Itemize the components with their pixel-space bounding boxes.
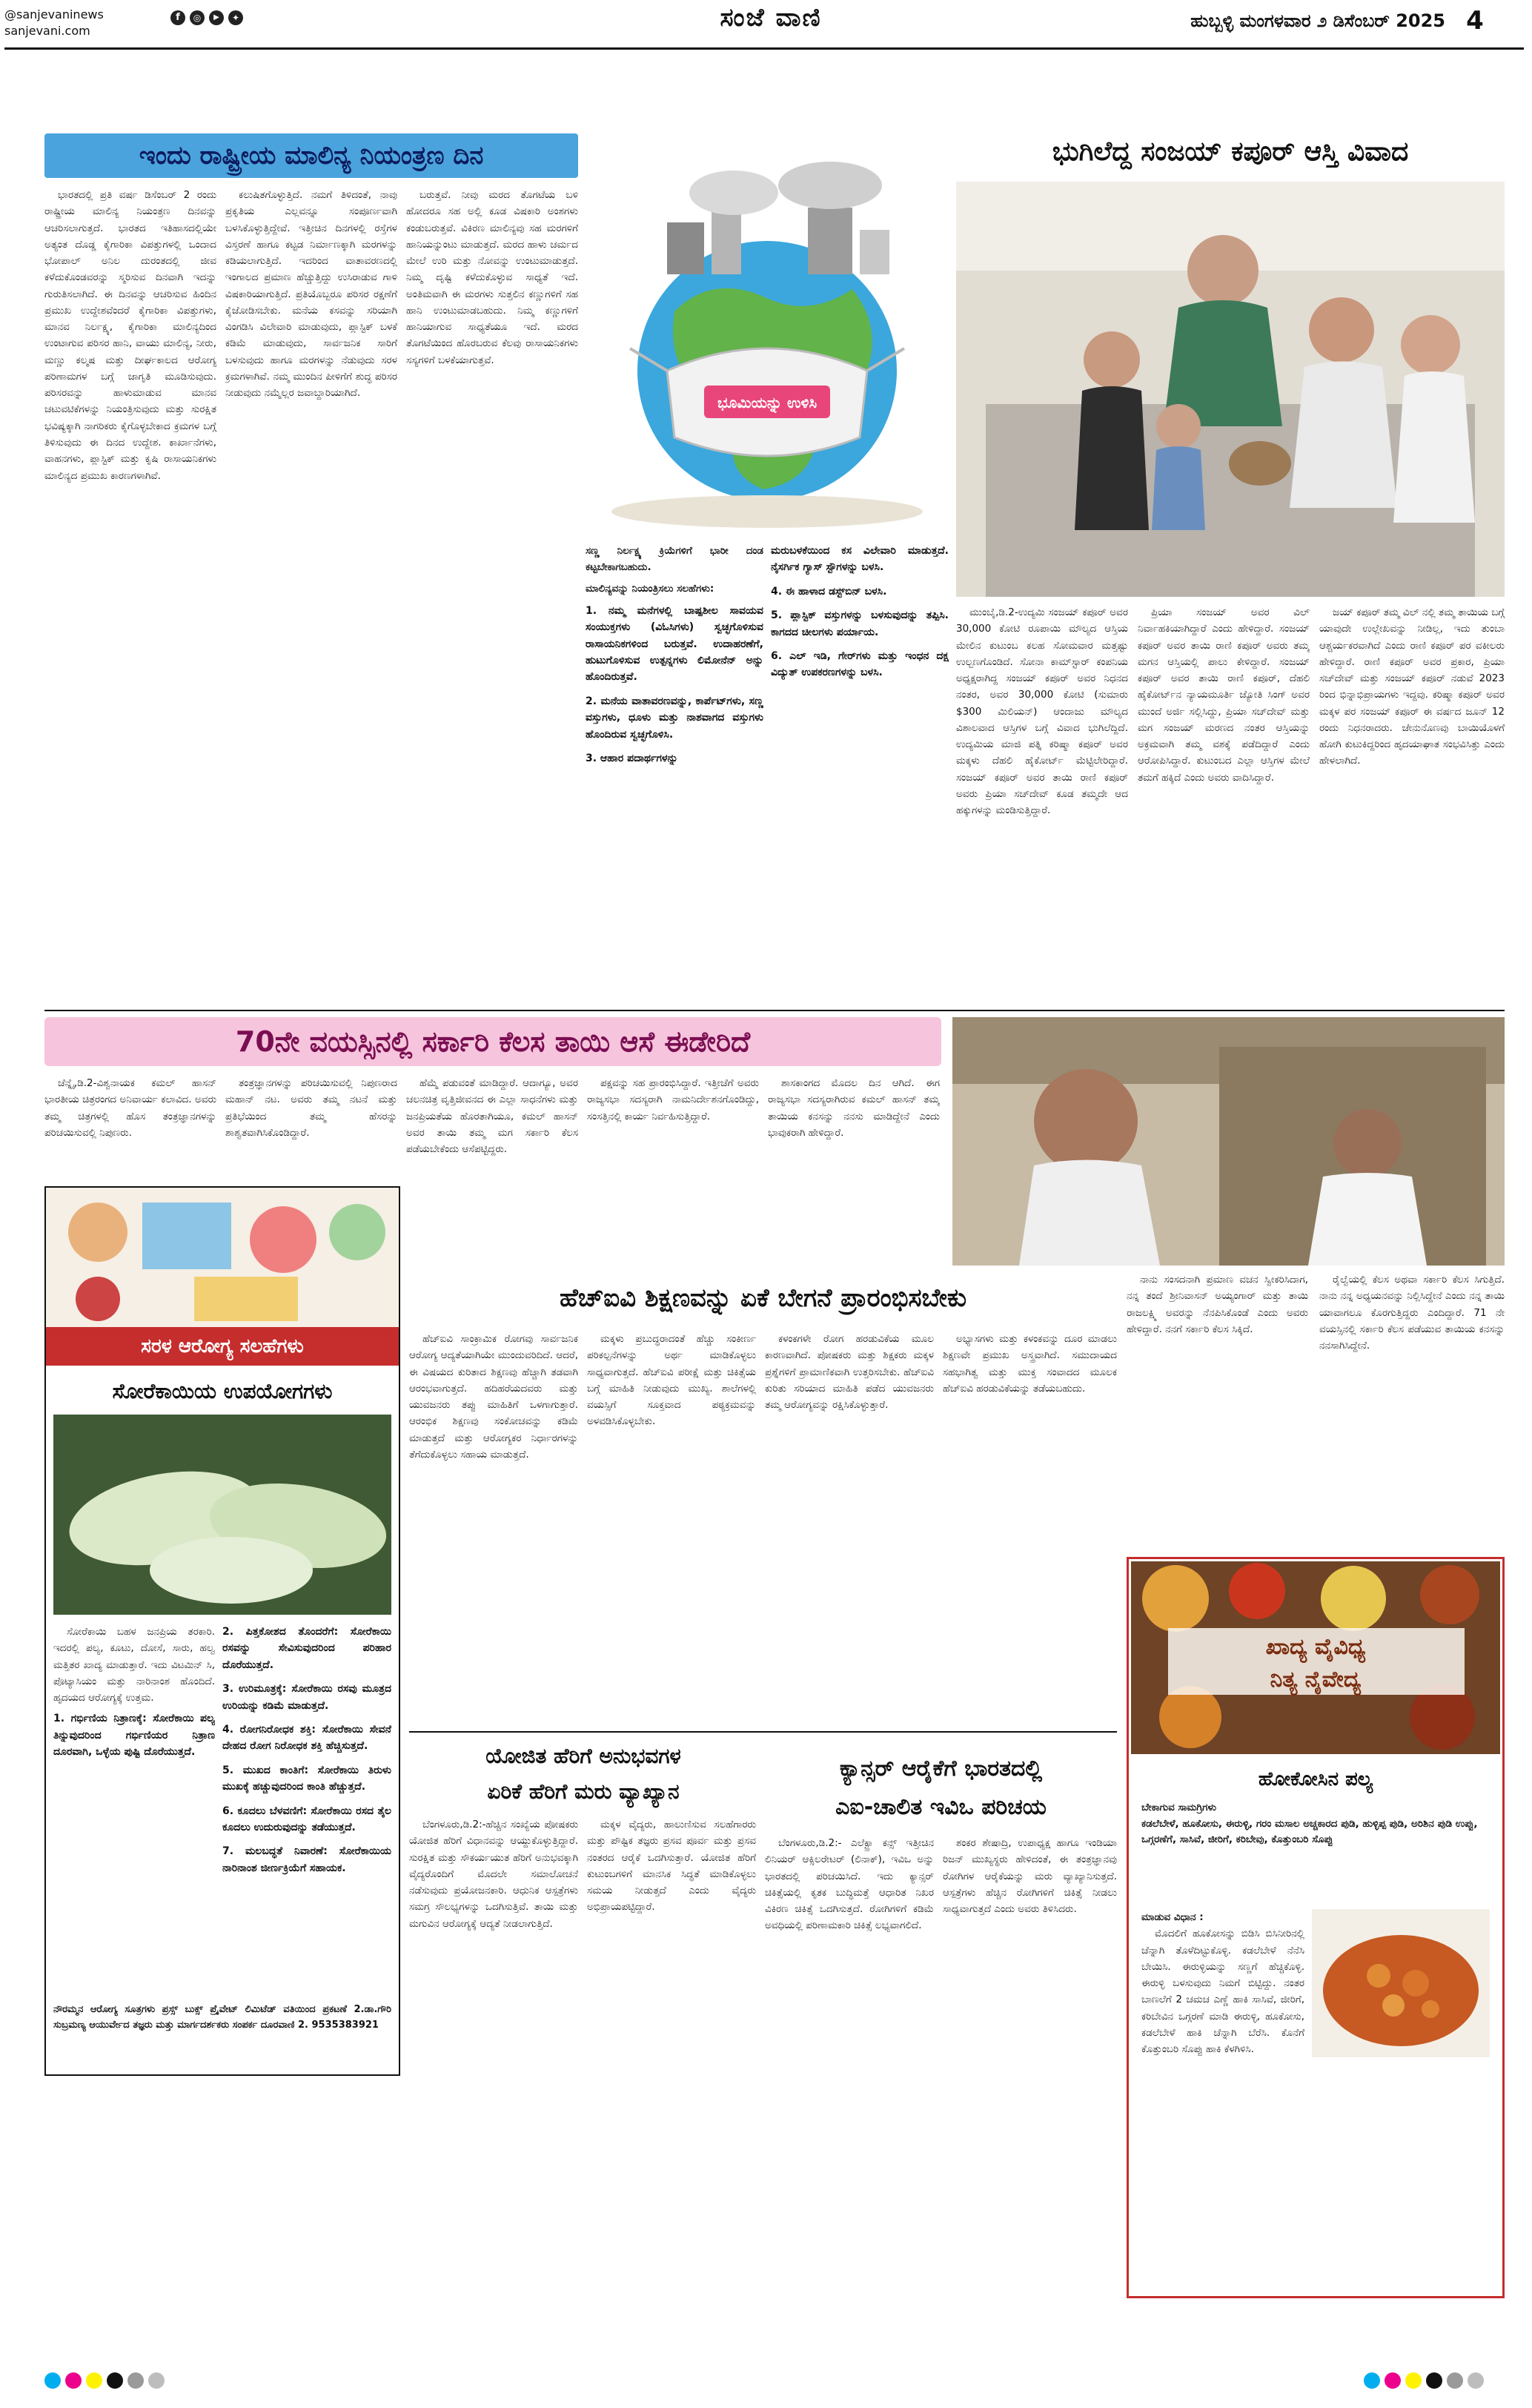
tip-item: 4. ಈ ಹಾಳಾದ ಡಸ್ಟ್‌ಬಿನ್ ಬಳಸಿ. — [771, 585, 887, 598]
masthead-title: ಸಂಜೆ ವಾಣಿ — [720, 3, 822, 33]
recipe-ingredients — [1141, 1800, 1490, 1904]
health-item: 1. ಗರ್ಭಿಣಿಯ ನಿತ್ರಾಣಕ್ಕೆ: ಸೋರೆಕಾಯಿ ಪಲ್ಯ ತಿನ್ನುವುದರಿಂದ ಗರ್ಭಿಣಿಯರ ನಿತ್ರಾಣ ದೂರವಾಗಿ, ಒಳ್ಳೆಯ ಪುಷ್ಟಿ ದೊರೆಯುತ್ತದೆ. — [53, 1713, 215, 1759]
tips-intro: ಸಣ್ಣ ನಿರ್ಲಕ್ಷ್ಯ ಕ್ರಿಯೆಗಳಿಗೆ ಭಾರೀ ದಂಡ ಕಟ್ಟಬೇಕಾಗಬಹುದು. — [586, 545, 763, 574]
dateline: ಹುಬ್ಬಳ್ಳಿ ಮಂಗಳವಾರ ೨ ಡಿಸೆಂಬರ್ 2025 — [1190, 10, 1445, 31]
registration-dot — [107, 2372, 123, 2389]
tip-item: 3. ಆಹಾರ ಪದಾರ್ಥಗಳನ್ನು — [586, 752, 678, 764]
story5-column-2: ಮಕ್ಕಳ ವೈದ್ಯರು, ಹಾಲುಣಿಸುವ ಸಲಹೆಗಾರರು ಮತ್ತು ಪೌಷ್ಟಿಕ ತಜ್ಞರು ಪ್ರಸವ ಪೂರ್ವ ಮತ್ತು ಪ್ರಸವ ನಂತರದ ಆರೈಕೆ ಒದಗಿಸುತ್ತಾರೆ. ಯೋಜಿತ ಹೆರಿಗೆ ಕುಟುಂಬಗಳಿಗೆ ಮಾನಸಿಕ ಸಿದ್ಧತೆ ಮಾಡಿಕೊಳ್ಳಲು ಸಮಯ ನೀಡುತ್ತದೆ ಎಂದು ವೈದ್ಯರು ಅಭಿಪ್ರಾಯಪಟ್ಟಿದ್ದಾರೆ. — [587, 1819, 756, 1914]
health-column-left — [53, 1624, 215, 1994]
registration-dot — [127, 2372, 144, 2389]
story3-headline: 70ನೇ ವಯಸ್ಸಿನಲ್ಲಿ ಸರ್ಕಾರಿ ಕೆಲಸ ತಾಯಿ ಆಸೆ ಈಡೇರಿದೆ — [44, 1017, 941, 1066]
bottle-gourd-photo — [53, 1415, 391, 1615]
story4-column-1: ಹೆಚ್ಐವಿ ಸಾಂಕ್ರಾಮಿಕ ರೋಗವು ಸಾರ್ವಜನಿಕ ಆರೋಗ್ಯ ಆದ್ಯತೆಯಾಗಿಯೇ ಮುಂದುವರಿದಿದೆ. ಆದರೆ, ಈ ವಿಷಯದ ಕುರಿತಾದ ಶಿಕ್ಷಣವು ಹೆಚ್ಚಾಗಿ ತಡವಾಗಿ ಆರಂಭವಾಗುತ್ತದೆ. ಹದಿಹರೆಯದವರು ಮತ್ತು ಯುವಜನರು ತಪ್ಪು ಮಾಹಿತಿಗೆ ಒಳಗಾಗುತ್ತಾರೆ. ಆರಂಭಿಕ ಶಿಕ್ಷಣವು ಸಂಕೋಚವನ್ನು ಕಡಿಮೆ ಮಾಡುತ್ತದೆ ಮತ್ತು ಆರೋಗ್ಯಕರ ನಿರ್ಧಾರಗಳನ್ನು ತೆಗೆದುಕೊಳ್ಳಲು ಸಹಾಯ ಮಾಡುತ್ತದೆ. — [409, 1333, 578, 1461]
story4-column-4: ಅಭ್ಯಾಸಗಳು ಮತ್ತು ಕಳಂಕವನ್ನು ದೂರ ಮಾಡಲು ಶಿಕ್ಷಣವೇ ಪ್ರಮುಖ ಅಸ್ತ್ರವಾಗಿದೆ. ಸಮುದಾಯದ ಸಹಭಾಗಿತ್ವ ಮತ್ತು ಮುಕ್ತ ಸಂವಾದದ ಮೂಲಕ ಹೆಚ್ಐವಿ ಹರಡುವಿಕೆಯನ್ನು ತಡೆಯಬಹುದು. — [943, 1333, 1117, 1395]
health-column-right — [222, 1624, 391, 1994]
registration-dot — [1385, 2372, 1401, 2389]
registration-dot — [1447, 2372, 1463, 2389]
health-banner-text: ಸರಳ ಆರೋಗ್ಯ ಸಲಹೆಗಳು — [46, 1327, 399, 1366]
story2-column-1: ಮುಂಬೈ,ಡಿ.2-ಉದ್ಯಮಿ ಸಂಜಯ್ ಕಪೂರ್ ಅವರ 30,000 ಕೋಟಿ ರೂಪಾಯಿ ಮೌಲ್ಯದ ಆಸ್ತಿಯ ಮೇಲಿನ ಕುಟುಂಬ ಕಲಹ ಸೋಮವಾರ ಮತ್ತಷ್ಟು ಉಲ್ಬಣಗೊಂಡಿದೆ. ಸೋನಾ ಕಾಮ್‌ಸ್ಟಾರ್ ಕಂಪನಿಯ ಅಧ್ಯಕ್ಷರಾಗಿದ್ದ ಸಂಜಯ್ ಕಪೂರ್ ಅವರ ನಿಧನದ ನಂತರ, ಅವರ 30,000 ಕೋಟಿ (ಸುಮಾರು $300 ಮಿಲಿಯನ್) ಆಂದಾಜು ಮೌಲ್ಯದ ವಿಶಾಲವಾದ ಆಸ್ತಿಗಳ ಬಗ್ಗೆ ವಿವಾದ ಭುಗಿಲೆದ್ದಿದೆ. ಉದ್ಯಮಿಯ ಮಾಜಿ ಪತ್ನಿ ಕರಿಷ್ಮಾ ಕಪೂರ್ ಅವರ ಮಕ್ಕಳು ದೆಹಲಿ ಹೈಕೋರ್ಟ್ ಮೆಟ್ಟಿಲೇರಿದ್ದಾರೆ. ಸಂಜಯ್ ಕಪೂರ್ ಅವರ ತಾಯಿ ರಾಣಿ ಕಪೂರ್ ಅವರು ಪ್ರಿಯಾ ಸಚ್‌ದೇವ್ ಕೂಡ ತಮ್ಮದೇ ಆದ ಹಕ್ಕುಗಳನ್ನು ಮಂಡಿಸುತ್ತಿದ್ದಾರೆ. — [956, 606, 1128, 817]
print-marks-left — [44, 2372, 169, 2389]
story1-column-2: ಕಲುಷಿತಗೊಳ್ಳುತ್ತಿದೆ. ನಮಗೆ ತಿಳಿದಂತೆ, ನಾವು ಪ್ರಕೃತಿಯ ಎಲ್ಲವನ್ನೂ ಸಂಪೂರ್ಣವಾಗಿ ಬಳಸಿಕೊಳ್ಳುತ್ತಿದ್ದೇವೆ. ಇತ್ತೀಚಿನ ದಿನಗಳಲ್ಲಿ ರಸ್ತೆಗಳ ವಿಸ್ತರಣೆ ಹಾಗೂ ಕಟ್ಟಡ ನಿರ್ಮಾಣಕ್ಕಾಗಿ ಮರಗಳನ್ನು ಕಡಿಯಲಾಗುತ್ತಿದೆ. ಇದರಿಂದ ವಾತಾವರಣದಲ್ಲಿ ಇಂಗಾಲದ ಪ್ರಮಾಣ ಹೆಚ್ಚುತ್ತಿದ್ದು ಉಸಿರಾಡುವ ಗಾಳಿ ವಿಷಕಾರಿಯಾಗುತ್ತಿದೆ. ಪ್ರತಿಯೊಬ್ಬರೂ ಪರಿಸರ ರಕ್ಷಣೆಗೆ ಕೈಜೋಡಿಸಬೇಕು. ಮನೆಯ ಕಸವನ್ನು ಸರಿಯಾಗಿ ವಿಂಗಡಿಸಿ ವಿಲೇವಾರಿ ಮಾಡುವುದು, ಪ್ಲಾಸ್ಟಿಕ್ ಬಳಕೆ ಕಡಿಮೆ ಮಾಡುವುದು, ಸಾರ್ವಜನಿಕ ಸಾರಿಗೆ ಬಳಸುವುದು ಹಾಗೂ ಮರಗಳನ್ನು ನೆಡುವುದು ಸರಳ ಕ್ರಮಗಳಾಗಿವೆ. ನಮ್ಮ ಮುಂದಿನ ಪೀಳಿಗೆಗೆ ಶುದ್ಧ ಪರಿಸರ ನೀಡುವುದು ನಮ್ಮೆಲ್ಲರ ಜವಾಬ್ದಾರಿಯಾಗಿದೆ. — [225, 189, 397, 400]
recipe-banner-line2: ನಿತ್ಯ ನೈವೇದ್ಯ — [1270, 1667, 1362, 1693]
story1-tips-left — [586, 543, 763, 1002]
registration-dot — [1468, 2372, 1484, 2389]
story1-column-1: ಭಾರತದಲ್ಲಿ ಪ್ರತಿ ವರ್ಷ ಡಿಸೆಂಬರ್ 2 ರಂದು ರಾಷ್ಟ್ರೀಯ ಮಾಲಿನ್ಯ ನಿಯಂತ್ರಣ ದಿನವನ್ನು ಆಚರಿಸಲಾಗುತ್ತದೆ. ಭಾರತದ ಇತಿಹಾಸದಲ್ಲಿಯೇ ಅತ್ಯಂತ ದೊಡ್ಡ ಕೈಗಾರಿಕಾ ವಿಪತ್ತುಗಳಲ್ಲಿ ಒಂದಾದ ಭೋಪಾಲ್ ಅನಿಲ ದುರಂತದಲ್ಲಿ ಜೀವ ಕಳೆದುಕೊಂಡವರನ್ನು ಸ್ಮರಿಸುವ ದಿನವಾಗಿ ಇದನ್ನು ಗುರುತಿಸಲಾಗಿದೆ. ಈ ದಿನವನ್ನು ಆಚರಿಸುವ ಹಿಂದಿನ ಪ್ರಮುಖ ಉದ್ದೇಶವೆಂದರೆ ಕೈಗಾರಿಕಾ ವಿಪತ್ತುಗಳು, ಮಾನವ ನಿರ್ಲಕ್ಷ್ಯ, ಕೈಗಾರಿಕಾ ಮಾಲಿನ್ಯದಿಂದ ಉಂಟಾಗುವ ಪರಿಸರ ಹಾನಿ, ವಾಯು ಮಾಲಿನ್ಯ, ನೀರು, ಮಣ್ಣು ಕಲ್ಮಷ ಮತ್ತು ದೀರ್ಘಕಾಲದ ಆರೋಗ್ಯ ಪರಿಣಾಮಗಳ ಬಗ್ಗೆ ಜಾಗೃತಿ ಮೂಡಿಸುವುದು. ಪರಿಸರವನ್ನು ಹಾಳುಮಾಡುವ ಮಾನವ ಚಟುವಟಿಕೆಗಳನ್ನು ನಿಯಂತ್ರಿಸುವುದು ಮತ್ತು ಸುರಕ್ಷಿತ ಭವಿಷ್ಯಕ್ಕಾಗಿ ನಾಗರಿಕರು ಕೈಗೊಳ್ಳಬೇಕಾದ ಕ್ರಮಗಳ ಬಗ್ಗೆ ತಿಳಿಸುವುದು ಈ ದಿನದ ಉದ್ದೇಶ. ಕಾರ್ಖಾನೆಗಳು, ವಾಹನಗಳು, ಪ್ಲಾಸ್ಟಿಕ್ ಮತ್ತು ಕೃಷಿ ರಾಸಾಯನಿಕಗಳು ಮಾಲಿನ್ಯದ ಪ್ರಮುಖ ಕಾರಣಗಳಾಗಿವೆ. — [44, 189, 216, 482]
story4-column-3: ಕಳಂಕಗಳೇ ರೋಗ ಹರಡುವಿಕೆಯ ಮೂಲ ಕಾರಣವಾಗಿದೆ. ಪೋಷಕರು ಮತ್ತು ಶಿಕ್ಷಕರು ಮಕ್ಕಳ ಪ್ರಶ್ನೆಗಳಿಗೆ ಪ್ರಾಮಾಣಿಕವಾಗಿ ಉತ್ತರಿಸಬೇಕು. ಹೆಚ್ಐವಿ ಕುರಿತು ಸರಿಯಾದ ಮಾಹಿತಿ ಪಡೆದ ಯುವಜನರು ತಮ್ಮ ಆರೋಗ್ಯವನ್ನು ರಕ್ಷಿಸಿಕೊಳ್ಳುತ್ತಾರೆ. — [765, 1333, 934, 1412]
tip-item: 5. ಪ್ಲಾಸ್ಟಿಕ್ ವಸ್ತುಗಳನ್ನು ಬಳಸುವುದನ್ನು ತಪ್ಪಿಸಿ. ಕಾಗದದ ಚೀಲಗಳು ಪರ್ಯಾಯ. — [771, 609, 949, 638]
masthead-site: sanjevani.com — [4, 24, 90, 38]
story3-column-1: ಚೆನ್ನೈ,ಡಿ.2-ವಿಶ್ವನಾಯಕ ಕಮಲ್ ಹಾಸನ್ ಭಾರತೀಯ ಚಿತ್ರರಂಗದ ಅನಿವಾರ್ಯ ಕಲಾವಿದ. ಅವರು ತಮ್ಮ ಚಿತ್ರಗಳಲ್ಲಿ ಹೊಸ ತಂತ್ರಜ್ಞಾನಗಳನ್ನು ಪರಿಚಯಿಸುವಲ್ಲಿ ನಿಪುಣರು. — [44, 1077, 216, 1139]
registration-dot — [44, 2372, 61, 2389]
recipe-method — [1141, 1909, 1304, 2280]
registration-dot — [65, 2372, 82, 2389]
story3-column-2: ತಂತ್ರಜ್ಞಾನಗಳನ್ನು ಪರಿಚಯಿಸುವಲ್ಲಿ ನಿಪುಣರಾದ ಮಹಾನ್ ನಟ. ಅವರು ತಮ್ಮ ನಟನೆ ಮತ್ತು ಪ್ರತಿಭೆಯಿಂದ ತಮ್ಮ ಹೆಸರನ್ನು ಶಾಶ್ವತವಾಗಿಸಿಕೊಂಡಿದ್ದಾರೆ. — [225, 1077, 397, 1139]
gobi-dish-photo — [1312, 1909, 1490, 2057]
recipe-banner-line1: ಖಾದ್ಯ ವೈವಿಧ್ಯ — [1265, 1634, 1366, 1660]
tips-heading: ಮಾಲಿನ್ಯವನ್ನು ನಿಯಂತ್ರಿಸಲು ಸಲಹೆಗಳು: — [586, 582, 714, 595]
story1-headline: ಇಂದು ರಾಷ್ಟ್ರೀಯ ಮಾಲಿನ್ಯ ನಿಯಂತ್ರಣ ದಿನ — [44, 133, 578, 178]
twitter-icon[interactable]: ✦ — [228, 10, 243, 25]
page-number: 4 — [1466, 6, 1484, 36]
method-text: ಮೊದಲಿಗೆ ಹೂಕೋಸನ್ನು ಬಿಡಿಸಿ ಬಿಸಿನೀರಿನಲ್ಲಿ ಚೆನ್ನಾಗಿ ತೊಳೆದಿಟ್ಟುಕೊಳ್ಳಿ. ಕಡಲೆಬೇಳೆ ನೆನೆಸಿ ಬೇಯಿಸಿ. ಈರುಳ್ಳಿಯನ್ನು ಸಣ್ಣಗೆ ಹೆಚ್ಚಿಕೊಳ್ಳಿ. ಈರುಳ್ಳಿ ಬಳಸುವುದು ನಿಮಗೆ ಬಿಟ್ಟಿದ್ದು. ನಂತರ ಬಾಣಲೆಗೆ 2 ಚಮಚ ಎಣ್ಣೆ ಹಾಕಿ ಸಾಸಿವೆ, ಜೀರಿಗೆ, ಕರಿಬೇವಿನ ಒಗ್ಗರಣೆ ಮಾಡಿ ಈರುಳ್ಳಿ, ಹೂಕೋಸು, ಕಡಲೆಬೇಳೆ ಹಾಕಿ ಚೆನ್ನಾಗಿ ಬೆರೆಸಿ. ಕೊನೆಗೆ ಕೊತ್ತುಂಬರಿ ಸೊಪ್ಪು ಹಾಕಿ ಕೆಳಗಿಳಿಸಿ. — [1141, 1928, 1304, 2056]
health-headline: ಸೋರೆಕಾಯಿಯ ಉಪಯೋಗಗಳು — [112, 1379, 333, 1403]
ingredients-title: ಬೇಕಾಗುವ ಸಾಮಗ್ರಿಗಳು — [1141, 1802, 1217, 1813]
social-icons — [170, 10, 243, 25]
tip-item: ಮರುಬಳಕೆಯಿಂದ ಕಸ ವಿಲೇವಾರಿ ಮಾಡುತ್ತದೆ. ನೈಸರ್ಗಿಕ ಗ್ಯಾಸ್ ಸ್ಟೌಗಳನ್ನು ಬಳಸಿ. — [771, 545, 949, 574]
story2-column-2: ಪ್ರಿಯಾ ಸಂಜಯ್ ಅವರ ವಿಲ್ ನಿರ್ವಾಹಕಿಯಾಗಿದ್ದಾರೆ ಎಂದು ಹೇಳಿದ್ದಾರೆ. ಸಂಜಯ್ ಕಪೂರ್ ಅವರ ತಾಯಿ ರಾಣಿ ಕಪೂರ್ ಅವರು ತಮ್ಮ ಮಗನ ಆಸ್ತಿಯಲ್ಲಿ ಪಾಲು ಕೇಳಿದ್ದಾರೆ. ಸಂಜಯ್ ಕಪೂರ್ ಅವರ ತಾಯಿ ರಾಣಿ ಕಪೂರ್, ದೆಹಲಿ ಹೈಕೋರ್ಟ್‌ನ ನ್ಯಾಯಮೂರ್ತಿ ಜ್ಯೋತಿ ಸಿಂಗ್ ಅವರ ಮುಂದೆ ಅರ್ಜಿ ಸಲ್ಲಿಸಿದ್ದು, ಪ್ರಿಯಾ ಸಚ್‌ದೇವ್ ಮತ್ತು ಮಗ ಸಂಜಯ್ ಮರಣದ ನಂತರ ಆಸ್ತಿಯನ್ನು ಅಕ್ರಮವಾಗಿ ತಮ್ಮ ವಶಕ್ಕೆ ಪಡೆದಿದ್ದಾರೆ ಎಂದು ಆರೋಪಿಸಿದ್ದಾರೆ. ಕುಟುಂಬದ ಎಲ್ಲಾ ಆಸ್ತಿಗಳ ಮೇಲೆ ತಮಗೆ ಹಕ್ಕಿದೆ ಎಂದು ಅವರು ವಾದಿಸಿದ್ದಾರೆ. — [1138, 606, 1310, 784]
kamal-haasan-photo — [952, 1017, 1505, 1266]
story5-headline-line1: ಯೋಜಿತ ಹೆರಿಗೆ ಅನುಭವಗಳ — [485, 1744, 681, 1768]
health-item: 3. ಉರಿಮೂತ್ರಕ್ಕೆ: ಸೋರೆಕಾಯಿ ರಸವು ಮೂತ್ರದ ಉರಿಯನ್ನು ಕಡಿಮೆ ಮಾಡುತ್ತದೆ. — [222, 1683, 391, 1712]
recipe-headline: ಹೋಕೋಸಿನ ಪಲ್ಯ — [1258, 1768, 1373, 1790]
story4-column-2: ಮಕ್ಕಳು ಪ್ರಬುದ್ಧರಾದಂತೆ ಹೆಚ್ಚು ಸಂಕೀರ್ಣ ಪರಿಕಲ್ಪನೆಗಳನ್ನು ಅರ್ಥ ಮಾಡಿಕೊಳ್ಳಲು ಸಾಧ್ಯವಾಗುತ್ತದೆ. ಹೆಚ್‌ಐವಿ ಪರೀಕ್ಷೆ ಮತ್ತು ಚಿಕಿತ್ಸೆಯ ಬಗ್ಗೆ ಮಾಹಿತಿ ನೀಡುವುದು ಮುಖ್ಯ. ಶಾಲೆಗಳಲ್ಲಿ ವಯಸ್ಸಿಗೆ ಸೂಕ್ತವಾದ ಪಠ್ಯಕ್ರಮವನ್ನು ಅಳವಡಿಸಿಕೊಳ್ಳಬೇಕು. — [587, 1333, 756, 1428]
tip-item: 1. ನಮ್ಮ ಮನೆಗಳಲ್ಲಿ ಬಾಷ್ಪಶೀಲ ಸಾವಯವ ಸಂಯುಕ್ತಗಳು (ವಿಓಸಿಗಳು) ಸ್ವಚ್ಛಗೊಳಿಸುವ ರಾಸಾಯನಿಕಗಳಿಂದ ಬರುತ್ತವೆ. ಉದಾಹರಣೆಗೆ, ಹುಟುಗೊಳಿಸುವ ಉತ್ಪನ್ನಗಳು ಲಿಮೋನೆನ್ ಅನ್ನು ಹೊಂದಿರುತ್ತವೆ. — [586, 604, 763, 684]
story3-column-6: ನಾನು ಸಂಸದನಾಗಿ ಪ್ರಮಾಣ ವಚನ ಸ್ವೀಕರಿಸಿದಾಗ, ನನ್ನ ತಂದೆ ಶ್ರೀನಿವಾಸನ್ ಅಯ್ಯಂಗಾರ್ ಮತ್ತು ತಾಯಿ ರಾಜಲಕ್ಷ್ಮಿ ಅವರನ್ನು ನೆನಪಿಸಿಕೊಂಡೆ ಎಂದು ಅವರು ಹೇಳಿದ್ದಾರೆ. ನನಗೆ ಸರ್ಕಾರಿ ಕೆಲಸ ಸಿಕ್ಕಿದೆ. — [1127, 1274, 1308, 1335]
story2-column-3: ಜಯ್ ಕಪೂರ್ ತಮ್ಮ ವಿಲ್ ನಲ್ಲಿ ತಮ್ಮ ತಾಯಿಯ ಬಗ್ಗೆ ಯಾವುದೇ ಉಲ್ಲೇಖವನ್ನು ನೀಡಿಲ್ಲ, ಇದು ತುಂಬಾ ಆಶ್ಚರ್ಯಕರವಾಗಿದೆ ಎಂದು ರಾಣಿ ಕಪೂರ್ ಪರ ವಕೀಲರು ಹೇಳಿದ್ದಾರೆ. ರಾಣಿ ಕಪೂರ್ ಅವರ ಪ್ರಕಾರ, ಪ್ರಿಯಾ ಸಚ್‌ದೇವ್ ಮತ್ತು ಸಂಜಯ್ ಕಪೂರ್ ನಡುವೆ 2023 ರಿಂದ ಭಿನ್ನಾಭಿಪ್ರಾಯಗಳು ಇದ್ದವು. ಕರಿಷ್ಮಾ ಕಪೂರ್ ಅವರ ಮಕ್ಕಳ ಪರ ಸಂಜಯ್ ಕಪೂರ್ ಈ ವರ್ಷದ ಜೂನ್ 12 ರಂದು ನಿಧನರಾದರು. ಜೇನುನೊಣವು ಬಾಯಿಯೊಳಗೆ ಹೋಗಿ ಕುಟುಕಿದ್ದರಿಂದ ಹೃದಯಾಘಾತ ಸಂಭವಿಸಿತ್ತು ಎಂದು ಹೇಳಲಾಗಿದೆ. — [1319, 606, 1505, 767]
story2-headline: ಭುಗಿಲೆದ್ದ ಸಂಜಯ್ ಕಪೂರ್ ಆಸ್ತಿ ವಿವಾದ — [1052, 136, 1409, 167]
story6-column-1: ಬೆಂಗಳೂರು,ಡಿ.2:- ಎಲೆಕ್ಟ್ರಾ ಕನ್ಸ್ ಇತ್ತೀಚಿನ ಲಿನಿಯರ್ ಆಕ್ಸಿಲರೇಟರ್ (ಲಿನಾಕ್), ಇವಿಒ ಅನ್ನು ಭಾರತದಲ್ಲಿ ಪರಿಚಯಿಸಿದೆ. ಇದು ಕ್ಯಾನ್ಸರ್ ಚಿಕಿತ್ಸೆಯಲ್ಲಿ ಕೃತಕ ಬುದ್ಧಿಮತ್ತೆ ಆಧಾರಿತ ನಿಖರ ವಿಕಿರಣ ಚಿಕಿತ್ಸೆ ಒದಗಿಸುತ್ತದೆ. ರೋಗಿಗಳಿಗೆ ಕಡಿಮೆ ಅವಧಿಯಲ್ಲಿ ಪರಿಣಾಮಕಾರಿ ಚಿಕಿತ್ಸೆ ಲಭ್ಯವಾಗಲಿದೆ. — [765, 1837, 934, 1932]
story4-headline: ಹೆಚ್ಐವಿ ಶಿಕ್ಷಣವನ್ನು ಏಕೆ ಬೇಗನೆ ಪ್ರಾರಂಭಿಸಬೇಕು — [559, 1283, 967, 1313]
family-photo-illustration — [956, 182, 1505, 597]
method-title: ಮಾಡುವ ವಿಧಾನ : — [1141, 1911, 1204, 1923]
print-marks-right — [1364, 2372, 1488, 2389]
story6-headline-line1: ಕ್ಯಾನ್ಸರ್ ಆರೈಕೆಗೆ ಭಾರತದಲ್ಲಿ — [839, 1756, 1043, 1782]
health-item: 2. ಪಿತ್ತಕೋಶದ ತೊಂದರೆಗೆ: ಸೋರೆಕಾಯಿ ರಸವನ್ನು ಸೇವಿಸುವುದರಿಂದ ಪರಿಹಾರ ದೊರೆಯುತ್ತದೆ. — [222, 1626, 391, 1671]
story1-column-3: ಬರುತ್ತವೆ. ನೀವು ಮರದ ತೊಗಟೆಯ ಬಳಿ ಹೋದರೂ ಸಹ ಅಲ್ಲಿ ಕೂಡ ವಿಷಕಾರಿ ಅಂಶಗಳು ಕಂಡುಬರುತ್ತವೆ. ವಿಕಿರಣ ಮಾಲಿನ್ಯವು ಸಹ ಮರಗಳಿಗೆ ಹಾನಿಯನ್ನುಂಟು ಮಾಡುತ್ತದೆ. ಮರದ ಹಾಳು ಚರ್ಮದ ಮೇಲೆ ಉರಿ ಮತ್ತು ನೋವನ್ನು ಉಂಟುಮಾಡುತ್ತದೆ. ನಿಮ್ಮ ದೃಷ್ಟಿ ಕಳೆದುಕೊಳ್ಳುವ ಸಾಧ್ಯತೆ ಇದೆ. ಅಂತಿಮವಾಗಿ ಈ ಮರಗಳು ಸುತ್ತಲಿನ ಕಣ್ಣುಗಳಿಗೆ ಸಹ ಹಾನಿ ಉಂಟುಮಾಡಬಹುದು. ನಿಮ್ಮ ಕಣ್ಣುಗಳಿಗೆ ಹಾನಿಯಾಗುವ ಸಾಧ್ಯತೆಯೂ ಇದೆ. ಮರದ ತೊಗಟೆಯಿಂದ ಹೊರಬರುವ ಕೆಲವು ರಾಸಾಯನಿಕಗಳು ಸಸ್ಯಗಳಿಗೆ ಬಳಕೆಯಾಗುತ್ತವೆ. — [406, 189, 578, 366]
story3-column-4: ಪಕ್ಷವನ್ನು ಸಹ ಪ್ರಾರಂಭಿಸಿದ್ದಾರೆ. ಇತ್ತೀಚೆಗೆ ಅವರು ರಾಜ್ಯಸಭಾ ಸದಸ್ಯರಾಗಿ ನಾಮನಿರ್ದೇಶನಗೊಂಡಿದ್ದು, ಸಂಸತ್ತಿನಲ್ಲಿ ಕಾರ್ಯ ನಿರ್ವಹಿಸುತ್ತಿದ್ದಾರೆ. — [587, 1077, 759, 1122]
health-intro: ಸೋರೆಕಾಯಿ ಬಹಳ ಜನಪ್ರಿಯ ತರಕಾರಿ. ಇದರಲ್ಲಿ ಪಲ್ಯ, ಕೂಟು, ದೋಸೆ, ಸಾರು, ಹಲ್ವ ಮತ್ತಿತರ ಖಾದ್ಯ ಮಾಡುತ್ತಾರೆ. ಇದು ವಿಟಮಿನ್ ಸಿ, ಪೊಟ್ಯಾಸಿಯಂ ಮತ್ತು ನಾರಿನಾಂಶ ಹೊಂದಿದೆ. ಹೃದಯದ ಆರೋಗ್ಯಕ್ಕೆ ಉತ್ತಮ. — [53, 1626, 215, 1704]
registration-dot — [1405, 2372, 1422, 2389]
registration-dot — [1364, 2372, 1380, 2389]
facebook-icon[interactable]: f — [170, 10, 185, 25]
youtube-icon[interactable]: ▶ — [209, 10, 224, 25]
section-rule-1 — [44, 1010, 1505, 1011]
ingredients-list: ಕಡಲೆಬೇಳೆ, ಹೂಕೋಸು, ಈರುಳ್ಳಿ, ಗರಂ ಮಸಾಲ ಅಚ್ಚಕಾರದ ಪುಡಿ, ಹುಳ್ಳಿಪ್ಪ ಪುಡಿ, ಅರಿಶಿನ ಪುಡಿ ಉಪ್ಪು, ಒಗ್ಗರಣೆಗೆ, ಸಾಸಿವೆ, ಜೀರಿಗೆ, ಕರಿಬೇವು, ಕೊತ್ತುಂಬರಿ ಸೊಪ್ಪು — [1141, 1817, 1478, 1846]
registration-dot — [1426, 2372, 1442, 2389]
tip-item: 6. ಎಲ್ ಇಡಿ, ಗೇರ್‌ಗಳು ಮತ್ತು ಇಂಧನ ದಕ್ಷ ವಿದ್ಯುತ್ ಉಪಕರಣಗಳನ್ನು ಬಳಸಿ. — [771, 649, 949, 679]
masthead-rule — [4, 47, 1524, 50]
health-item: 6. ಕೂದಲು ಬೆಳವಣಿಗೆ: ಸೋರೆಕಾಯಿ ರಸದ ತೈಲ ಕೂದಲು ಉದುರುವುದನ್ನು ತಡೆಯುತ್ತದೆ. — [222, 1805, 391, 1833]
save-earth-poster — [586, 126, 949, 541]
bottle-gourd-illustration — [53, 1415, 391, 1615]
registration-dot — [86, 2372, 102, 2389]
story3-column-7: ರೈಲ್ವೆಯಲ್ಲಿ ಕೆಲಸ ಅಥವಾ ಸರ್ಕಾರಿ ಕೆಲಸ ಸಿಗುತ್ತಿದೆ. ನಾನು ನನ್ನ ಅಧ್ಯಯನವನ್ನು ನಿಲ್ಲಿಸಿದ್ದೇನೆ ಎಂದು ನನ್ನ ತಾಯಿ ಯಾವಾಗಲೂ ಕೊರಗುತ್ತಿದ್ದರು ಎಂದಿದ್ದಾರೆ. 71 ನೇ ವಯಸ್ಸಿನಲ್ಲಿ ಸರ್ಕಾರಿ ಕೆಲಸ ಪಡೆಯುವ ತಾಯಿಯ ಕನಸನ್ನು ನನಸಾಗಿಸಿದ್ದೇನೆ. — [1319, 1274, 1505, 1352]
story3-column-5: ಶಾಸಕಾಂಗದ ಮೊದಲ ದಿನ ಆಗಿದೆ. ಈಗ ರಾಜ್ಯಸಭಾ ಸದಸ್ಯರಾಗಿರುವ ಕಮಲ್ ಹಾಸನ್ ತಮ್ಮ ತಾಯಿಯ ಕನಸನ್ನು ನನಸು ಮಾಡಿದ್ದೇನೆ ಎಂದು ಭಾವುಕರಾಗಿ ಹೇಳಿದ್ದಾರೆ. — [768, 1077, 940, 1139]
health-footer: ನೌರಮ್ಮನ ಆರೋಗ್ಯ ಸೂತ್ರಗಳು ಪ್ರಸ್ಸ್ ಬುಕ್ಸ್ ಪ್ರೈವೇಟ್ ಲಿಮಿಟೆಡ್ ವತಿಯಿಂದ ಪ್ರಕಟಣೆ 2.ಡಾ.ಗೌರಿ ಸುಬ್ರಮಣ್ಯ ಆಯುರ್ವೇದ ತಜ್ಞರು ಮತ್ತು ಮಾರ್ಗದರ್ಶಕರು ಸಂಪರ್ಕ ದೂರವಾಣಿ 2. 9535383921 — [53, 2004, 391, 2031]
family-photo — [956, 182, 1505, 597]
section-rule-2 — [409, 1731, 1117, 1733]
story6-headline-line2: ಎಐ-ಚಾಲಿತ ಇವಿಒ ಪರಿಚಯ — [835, 1794, 1047, 1820]
masthead — [0, 0, 1532, 119]
story1-tips-right — [771, 543, 949, 1002]
health-list-left — [53, 1710, 215, 1760]
masthead-handle: @sanjevaninews — [4, 7, 104, 22]
registration-dot — [148, 2372, 165, 2389]
health-item: 4. ರೋಗನಿರೋಧಕ ಶಕ್ತಿ: ಸೋರೆಕಾಯಿ ಸೇವನೆ ದೇಹದ ರೋಗ ನಿರೋಧಕ ಶಕ್ತಿ ಹೆಚ್ಚಿಸುತ್ತದೆ. — [222, 1723, 391, 1753]
story3-column-3: ಹೆಮ್ಮೆ ಪಡುವಂತೆ ಮಾಡಿದ್ದಾರೆ. ಆದಾಗ್ಯೂ, ಅವರ ಚಲನಚಿತ್ರ ವೃತ್ತಿಜೀವನದ ಈ ಎಲ್ಲಾ ಸಾಧನೆಗಳು ಮತ್ತು ಜನಪ್ರಿಯತೆಯ ಹೊರತಾಗಿಯೂ, ಕಮಲ್ ಹಾಸನ್ ಅವರ ತಾಯಿ ತಮ್ಮ ಮಗ ಸರ್ಕಾರಿ ಕೆಲಸ ಪಡೆಯಬೇಕೆಂದು ಆಸೆಪಟ್ಟಿದ್ದರು. — [406, 1077, 578, 1156]
gobi-dish-illustration — [1312, 1909, 1490, 2057]
story5-headline-line2: ಏರಿಕೆ ಹೆರಿಗೆ ಮರು ವ್ಯಾಖ್ಯಾನ — [487, 1779, 680, 1804]
health-item: 5. ಮುಖದ ಕಾಂತಿಗೆ: ಸೋರೆಕಾಯಿ ತಿರುಳು ಮುಖಕ್ಕೆ ಹಚ್ಚುವುದರಿಂದ ಕಾಂತಿ ಹೆಚ್ಚುತ್ತದೆ. — [222, 1764, 391, 1793]
poster-banner-text: ಭೂಮಿಯನ್ನು ಉಳಿಸಿ — [717, 394, 818, 411]
earth-mask-illustration — [586, 126, 949, 541]
parliament-photo-illustration — [952, 1017, 1505, 1266]
tips-list-left — [586, 603, 763, 767]
health-item: 7. ಮಲಬದ್ಧತೆ ನಿವಾರಣೆ: ಸೋರೆಕಾಯಿಯ ನಾರಿನಾಂಶ ಜೀರ್ಣಕ್ರಿಯೆಗೆ ಸಹಾಯಕ. — [222, 1845, 391, 1874]
story6-column-2: ಶಂಕರ ಶೇಷಾದ್ರಿ, ಉಪಾಧ್ಯಕ್ಷ ಹಾಗೂ ಇಂಡಿಯಾ ರಿಜನ್ ಮುಖ್ಯಸ್ಥರು ಹೇಳಿದಂತೆ, ಈ ತಂತ್ರಜ್ಞಾನವು ರೋಗಿಗಳ ಆರೈಕೆಯನ್ನು ಮರು ವ್ಯಾಖ್ಯಾನಿಸುತ್ತದೆ. ಆಸ್ಪತ್ರೆಗಳು ಹೆಚ್ಚಿನ ರೋಗಿಗಳಿಗೆ ಚಿಕಿತ್ಸೆ ನೀಡಲು ಸಾಧ್ಯವಾಗುತ್ತದೆ ಎಂದು ಅವರು ತಿಳಿಸಿದರು. — [943, 1837, 1117, 1916]
story5-column-1: ಬೆಂಗಳೂರು,ಡಿ.2:-ಹೆಚ್ಚಿನ ಸಂಖ್ಯೆಯ ಪೋಷಕರು ಯೋಜಿತ ಹೆರಿಗೆ ವಿಧಾನವನ್ನು ಆಯ್ದುಕೊಳ್ಳುತ್ತಿದ್ದಾರೆ. ಸುರಕ್ಷಿತ ಮತ್ತು ಸೌಕರ್ಯಯುತ ಹೆರಿಗೆ ಅನುಭವಕ್ಕಾಗಿ ವೈದ್ಯರೊಂದಿಗೆ ಮೊದಲೇ ಸಮಾಲೋಚನೆ ನಡೆಸುವುದು ಪ್ರಯೋಜನಕಾರಿ. ಆಧುನಿಕ ಆಸ್ಪತ್ರೆಗಳು ಸಮಗ್ರ ಸೌಲಭ್ಯಗಳನ್ನು ಒದಗಿಸುತ್ತಿವೆ. ತಾಯಿ ಮತ್ತು ಮಗುವಿನ ಆರೋಗ್ಯಕ್ಕೆ ಆದ್ಯತೆ ನೀಡಲಾಗುತ್ತಿದೆ. — [409, 1819, 578, 1930]
instagram-icon[interactable]: ◎ — [190, 10, 205, 25]
tip-item: 2. ಮನೆಯ ವಾತಾವರಣವನ್ನು, ಕಾರ್ಪೆಟ್‌ಗಳು, ಸಣ್ಣ ವಸ್ತುಗಳು, ಧೂಳು ಮತ್ತು ನಾಶವಾಗದ ವಸ್ತುಗಳು ಹೊಂದಿರುವ ಸ್ವಚ್ಛಗೊಳಿಸಿ. — [586, 695, 763, 741]
